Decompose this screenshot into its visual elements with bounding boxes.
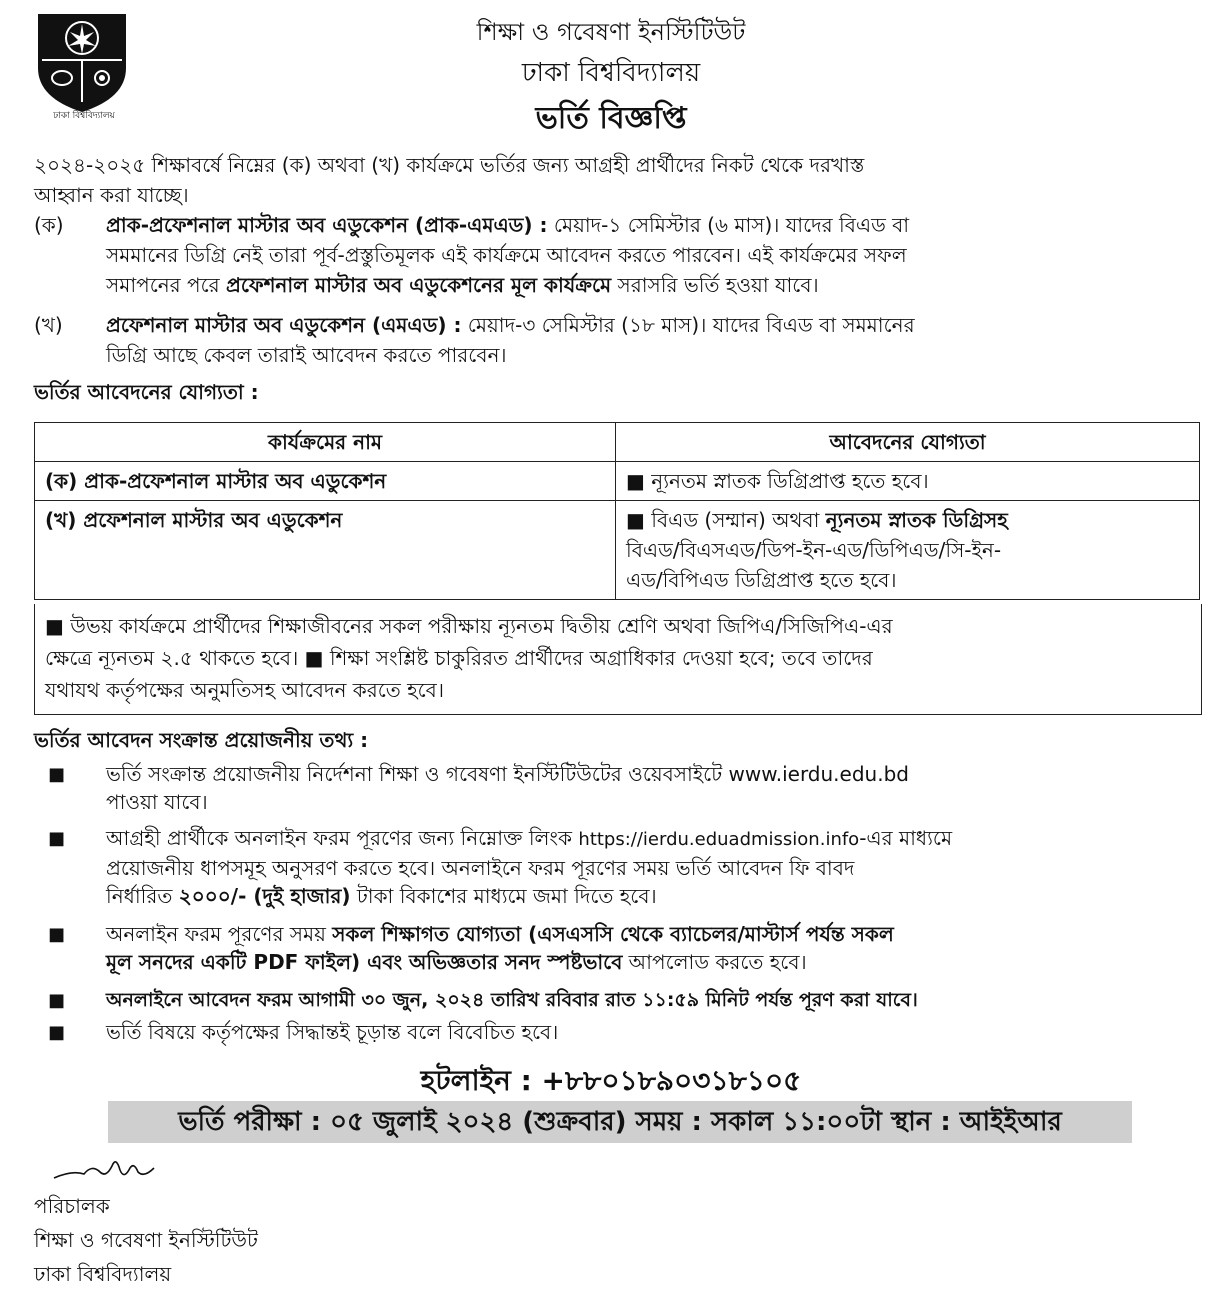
req-text: ■ বিএড (সম্মান) অথবা <box>626 508 826 532</box>
note-line: যথাযথ কর্তৃপক্ষের অনুমতিসহ আবেদন করতে হবে। <box>45 678 444 702</box>
info-text: ভর্তি বিষয়ে কর্তৃপক্ষের সিদ্ধান্তই চূড়ান্ত বলে বিবেচিত হবে। <box>106 1020 559 1044</box>
exam-banner: ভর্তি পরীক্ষা : ০৫ জুলাই ২০২৪ (শুক্রবার) সময় : সকাল ১১:০০টা স্থান : আইইআর <box>108 1101 1132 1143</box>
info-text: আপলোড করতে হবে। <box>622 950 807 974</box>
program-text: মেয়াদ-৩ সেমিস্টার (১৮ মাস)। যাদের বিএড বা সমমানের <box>461 313 915 337</box>
table-cell: (ক) প্রাক-প্রফেশনাল মাস্টার অব এডুকেশন <box>35 462 616 501</box>
eligibility-heading: ভর্তির আবেদনের যোগ্যতা : <box>34 380 259 404</box>
eligibility-note <box>34 604 1202 715</box>
intro-paragraph <box>34 150 1204 210</box>
program-label: (ক) <box>34 213 64 237</box>
table-cell: (খ) প্রফেশনাল মাস্টার অব এডুকেশন <box>35 501 616 600</box>
signatory-university: ঢাকা বিশ্ববিদ্যালয় <box>34 1262 172 1286</box>
info-text: টাকা বিকাশের মাধ্যমে জমা দিতে হবে। <box>350 884 657 908</box>
req-text: বিএড/বিএসএড/ডিপ-ইন-এড/ডিপিএড/সি-ইন- <box>626 538 1002 562</box>
bullet-icon: ■ <box>48 990 66 1011</box>
table-header: কার্যক্রমের নাম <box>35 423 616 462</box>
info-text: ভর্তি সংক্রান্ত প্রয়োজনীয় নির্দেশনা শিক্ষা ও গবেষণা ইনস্টিটিউটের ওয়েবসাইটে <box>106 762 729 786</box>
intro-line: আহ্বান করা যাচ্ছে। <box>34 183 189 207</box>
university-name: ঢাকা বিশ্ববিদ্যালয় <box>521 58 701 88</box>
program-text: সমমানের ডিগ্রি নেই তারা পূর্ব-প্রস্তুতিমূলক এই কার্যক্রমে আবেদন করতে পারবেন। এই কার্যক্রমের সফল <box>106 243 907 267</box>
table-row <box>35 462 1200 501</box>
table-header-row <box>35 423 1200 462</box>
fee-amount: ২০০০/- (দুই হাজার) <box>178 884 351 908</box>
table-cell <box>616 501 1200 600</box>
notice-title: ভর্তি বিজ্ঞপ্তি <box>535 101 687 136</box>
admission-link[interactable]: https://ierdu.eduadmission.info <box>578 829 860 850</box>
info-item <box>106 760 1196 816</box>
info-text-bold: মূল সনদের একটি PDF ফাইল) এবং অভিজ্ঞতার সনদ স্পষ্টভাবে <box>106 950 623 974</box>
info-text: প্রয়োজনীয় ধাপসমূহ অনুসরণ করতে হবে। অনলাইনে ফরম পূরণের সময় ভর্তি আবেদন ফি বাবদ <box>106 856 855 880</box>
signature-image <box>50 1150 160 1186</box>
program-kha <box>34 310 1206 370</box>
program-text: সমাপনের পরে <box>106 273 226 297</box>
table-row <box>35 501 1200 600</box>
deadline-text: অনলাইনে আবেদন ফরম আগামী ৩০ জুন, ২০২৪ তারিখ রবিবার রাত ১১:৫৯ মিনিট পর্যন্ত পূরণ করা যাবে। <box>106 989 918 1011</box>
program-text: মেয়াদ-১ সেমিস্টার (৬ মাস)। যাদের বিএড বা <box>547 213 910 237</box>
hotline: হটলাইন : +৮৮০১৮৯০৩১৮১০৫ <box>420 1064 802 1097</box>
signatory-role: পরিচালক <box>34 1194 110 1218</box>
bullet-icon: ■ <box>48 1022 66 1043</box>
website-link[interactable]: www.ierdu.edu.bd <box>728 762 909 786</box>
info-text: পাওয়া যাবে। <box>106 790 208 814</box>
info-text: নির্ধারিত <box>106 884 179 908</box>
signatory-institute: শিক্ষা ও গবেষণা ইনস্টিটিউট <box>34 1228 258 1252</box>
eligibility-table <box>34 422 1200 600</box>
intro-line: ২০২৪-২০২৫ শিক্ষাবর্ষে নিম্নের (ক) অথবা (খ) কার্যক্রমে ভর্তির জন্য আগ্রহী প্রার্থীদের নিকট থেকে দরখাস্ত <box>34 153 865 177</box>
institute-name: শিক্ষা ও গবেষণা ইনস্টিটিউট <box>476 18 746 46</box>
program-text: ডিগ্রি আছে কেবল তারাই আবেদন করতে পারবেন। <box>106 343 507 367</box>
info-item <box>106 920 1196 976</box>
table-cell: ■ ন্যূনতম স্নাতক ডিগ্রিপ্রাপ্ত হতে হবে। <box>616 462 1200 501</box>
program-label: (খ) <box>34 313 63 337</box>
req-text: এড/বিপিএড ডিগ্রিপ্রাপ্ত হতে হবে। <box>626 568 897 592</box>
program-text: সরাসরি ভর্তি হওয়া যাবে। <box>611 273 819 297</box>
bullet-icon: ■ <box>48 828 66 849</box>
info-text: আগ্রহী প্রার্থীকে অনলাইন ফরম পূরণের জন্য নিম্নোক্ত লিংক <box>106 826 579 850</box>
logo-caption: ঢাকা বিশ্ববিদ্যালয় <box>53 111 115 121</box>
table-header: আবেদনের যোগ্যতা <box>616 423 1200 462</box>
program-title: প্রফেশনাল মাস্টার অব এডুকেশন (এমএড) : <box>106 313 462 337</box>
req-text-bold: ন্যূনতম স্নাতক ডিগ্রিসহ <box>825 508 1008 532</box>
info-item <box>106 824 1196 910</box>
program-ka <box>34 210 1206 300</box>
info-heading: ভর্তির আবেদন সংক্রান্ত প্রয়োজনীয় তথ্য : <box>34 728 369 752</box>
info-text: অনলাইন ফরম পূরণের সময় <box>106 922 333 946</box>
program-text-bold: প্রফেশনাল মাস্টার অব এডুকেশনের মূল কার্যক্রমে <box>226 273 612 297</box>
program-title: প্রাক-প্রফেশনাল মাস্টার অব এডুকেশন (প্রাক-এমএড) : <box>106 213 548 237</box>
bullet-icon: ■ <box>48 764 66 785</box>
note-line: ■ উভয় কার্যক্রমে প্রার্থীদের শিক্ষাজীবনের সকল পরীক্ষায় ন্যূনতম দ্বিতীয় শ্রেণি অথবা জিপিএ/সিজিপিএ-এর <box>45 614 893 638</box>
info-text-bold: সকল শিক্ষাগত যোগ্যতা (এসএসসি থেকে ব্যাচেলর/মাস্টার্স পর্যন্ত সকল <box>332 922 894 946</box>
bullet-icon: ■ <box>48 924 66 945</box>
note-line: ক্ষেত্রে ন্যূনতম ২.৫ থাকতে হবে। ■ শিক্ষা সংশ্লিষ্ট চাকুরিরত প্রার্থীদের অগ্রাধিকার দেওয়া হবে; তবে তাদের <box>45 646 873 670</box>
info-text: -এর মাধ্যমে <box>859 826 953 850</box>
